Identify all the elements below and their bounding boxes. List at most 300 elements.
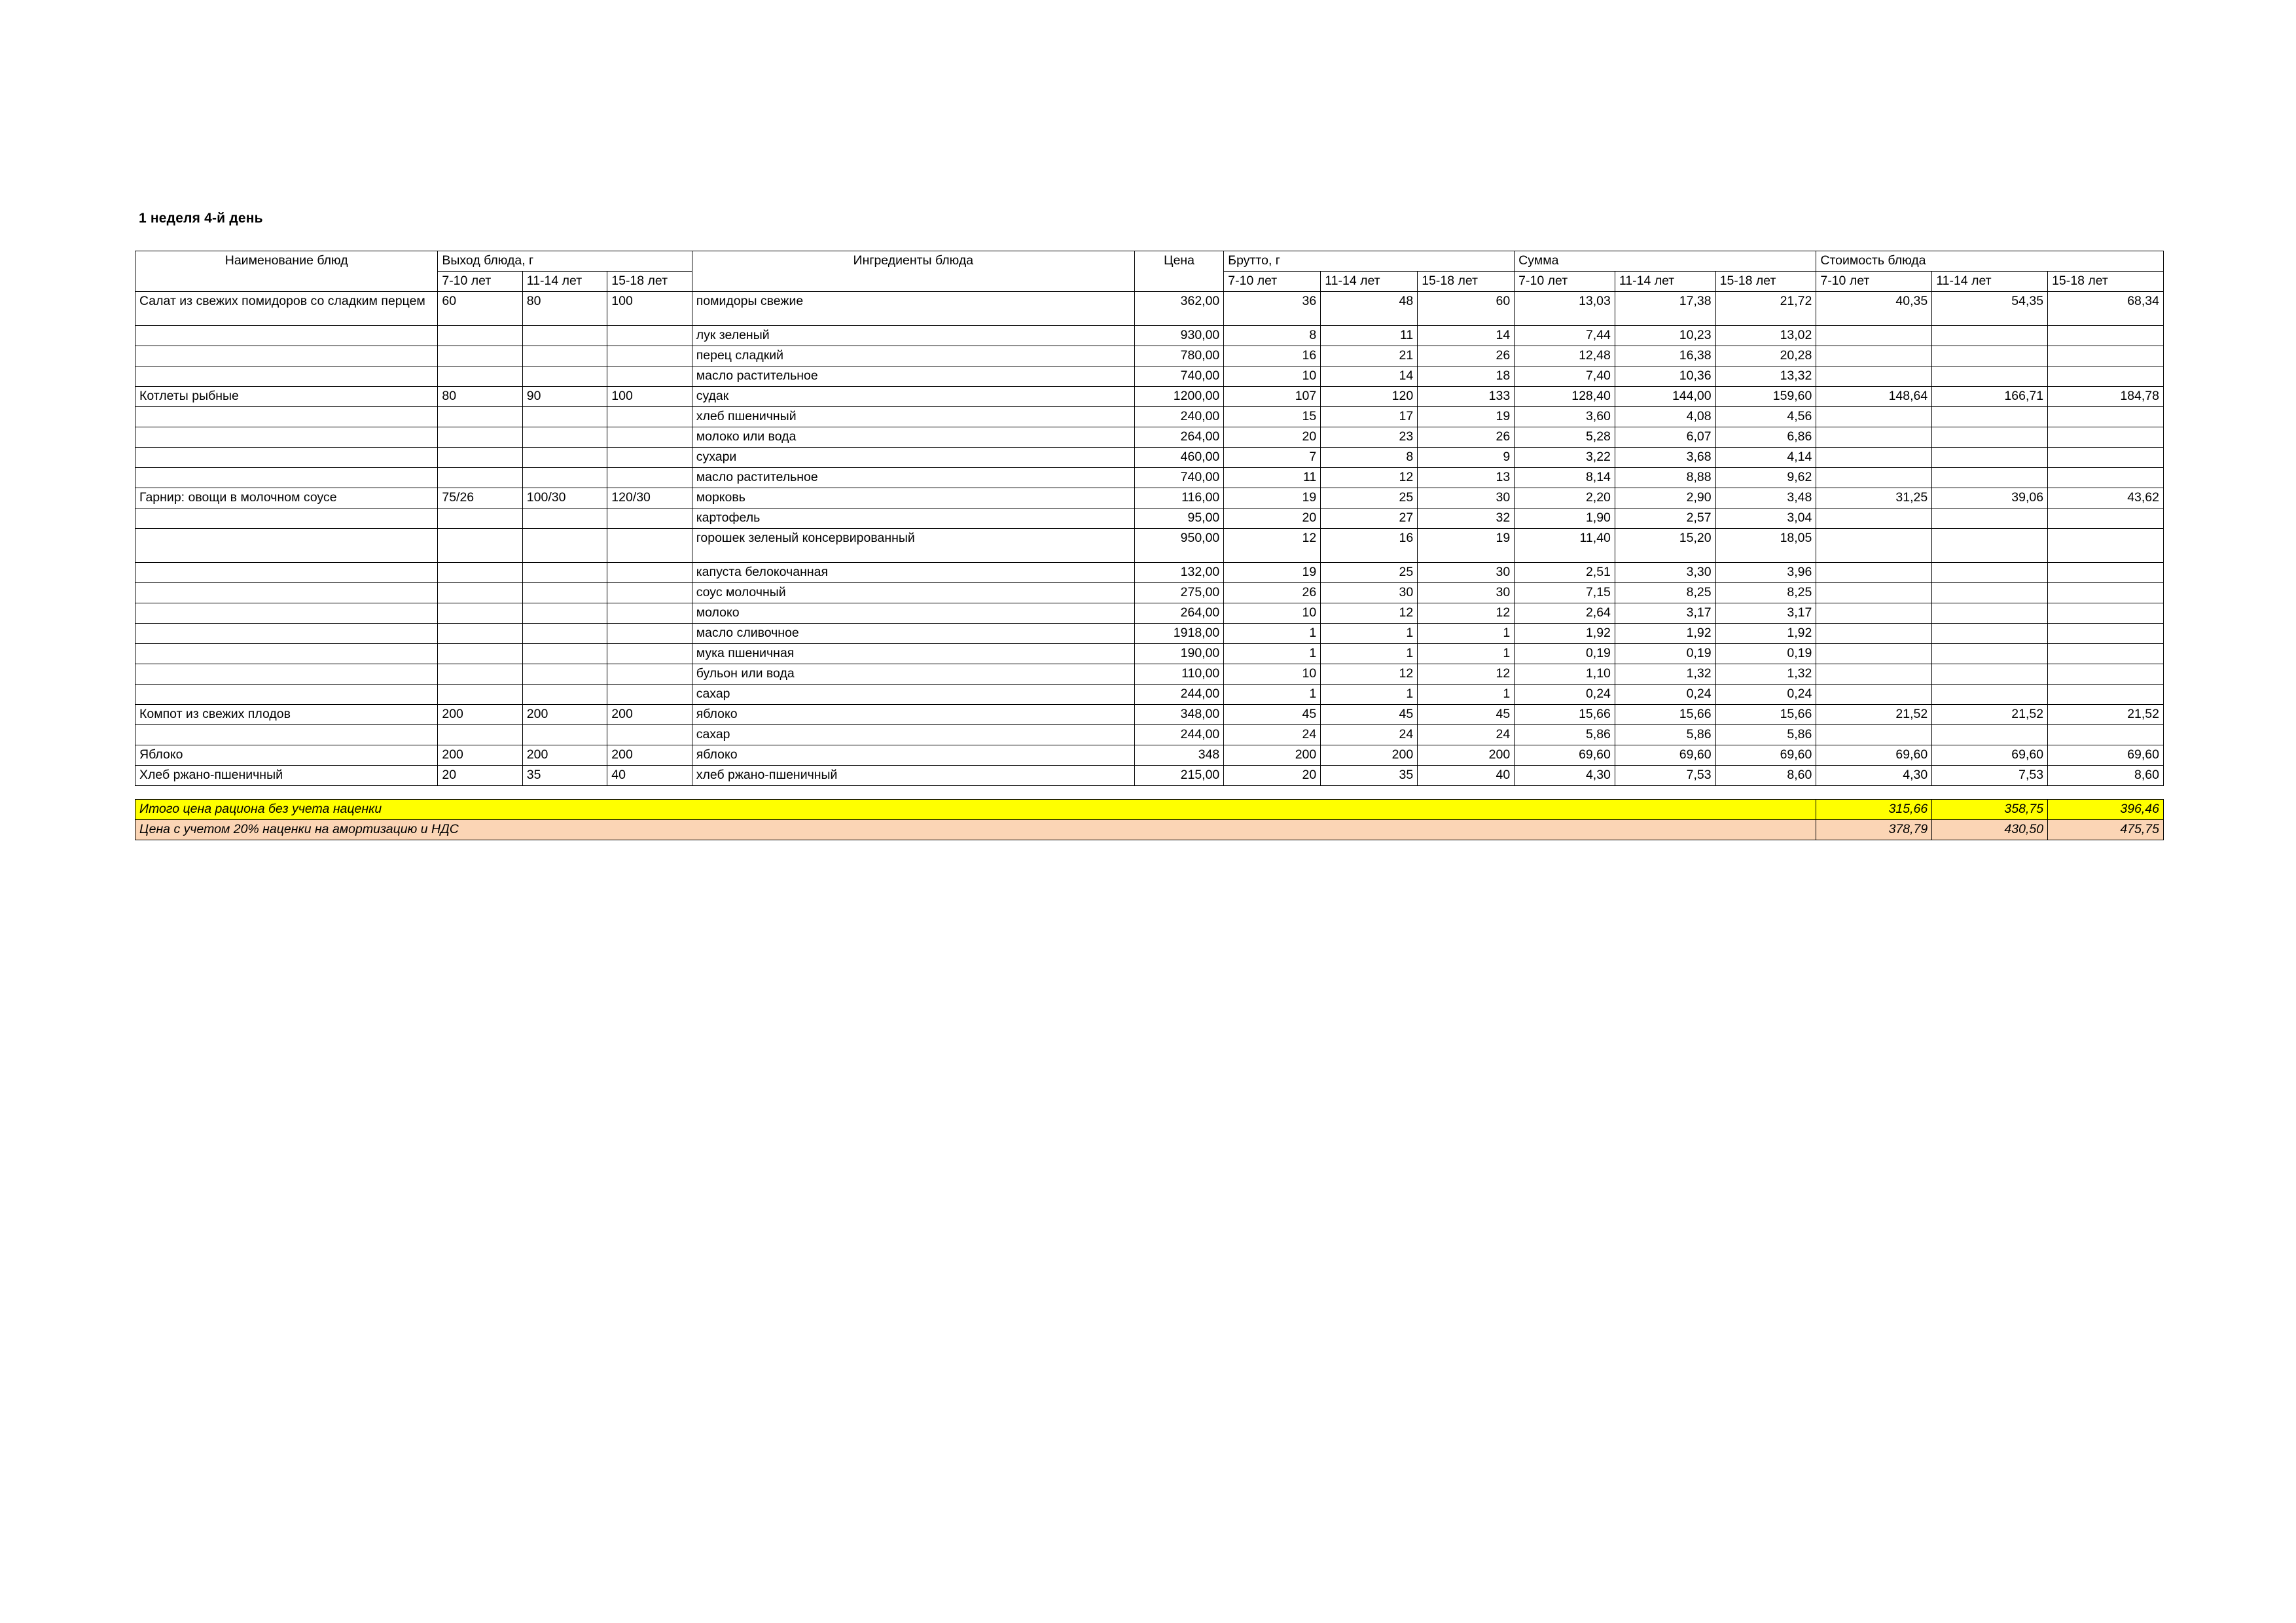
cell-price: 244,00 bbox=[1134, 685, 1223, 705]
cell-cost-1: 21,52 bbox=[1932, 705, 2048, 725]
cell-cost-0 bbox=[1816, 326, 1932, 346]
cell-sum-1: 7,53 bbox=[1615, 766, 1715, 786]
cell-cost-0 bbox=[1816, 644, 1932, 664]
cell-gross-1: 23 bbox=[1321, 427, 1418, 448]
table-row bbox=[135, 488, 2164, 508]
total-value-0: 378,79 bbox=[1816, 820, 1932, 840]
cell-dish-name bbox=[135, 624, 438, 644]
cell-output-1 bbox=[522, 346, 607, 366]
header-sum: Сумма bbox=[1515, 251, 1816, 272]
cell-dish-name: Хлеб ржано-пшеничный bbox=[135, 766, 438, 786]
cell-dish-name bbox=[135, 366, 438, 387]
cell-sum-0: 1,90 bbox=[1515, 508, 1615, 529]
cell-sum-1: 8,25 bbox=[1615, 583, 1715, 603]
cell-cost-1 bbox=[1932, 529, 2048, 563]
cell-cost-0 bbox=[1816, 529, 1932, 563]
cell-output-1 bbox=[522, 448, 607, 468]
cell-sum-0: 11,40 bbox=[1515, 529, 1615, 563]
cell-output-2 bbox=[607, 427, 692, 448]
cell-ingredient: молоко bbox=[692, 603, 1134, 624]
cell-sum-0: 69,60 bbox=[1515, 745, 1615, 766]
cell-output-0 bbox=[438, 563, 522, 583]
cell-sum-0: 5,28 bbox=[1515, 427, 1615, 448]
cell-cost-2 bbox=[2048, 407, 2164, 427]
cell-gross-0: 15 bbox=[1224, 407, 1321, 427]
cell-output-2: 200 bbox=[607, 705, 692, 725]
cell-sum-0: 7,15 bbox=[1515, 583, 1615, 603]
table-row bbox=[135, 583, 2164, 603]
cell-gross-2: 13 bbox=[1418, 468, 1515, 488]
cell-output-0: 60 bbox=[438, 292, 522, 326]
cell-ingredient: сухари bbox=[692, 448, 1134, 468]
cell-cost-1: 69,60 bbox=[1932, 745, 2048, 766]
cell-cost-1 bbox=[1932, 346, 2048, 366]
cell-price: 348 bbox=[1134, 745, 1223, 766]
cell-output-1 bbox=[522, 563, 607, 583]
cell-sum-0: 15,66 bbox=[1515, 705, 1615, 725]
cell-sum-1: 2,57 bbox=[1615, 508, 1715, 529]
header-output-age-0: 7-10 лет bbox=[438, 272, 522, 292]
cell-sum-2: 6,86 bbox=[1715, 427, 1816, 448]
header-dish-name: Наименование блюд bbox=[135, 251, 438, 292]
cell-cost-2 bbox=[2048, 427, 2164, 448]
cell-sum-2: 3,96 bbox=[1715, 563, 1816, 583]
cell-output-2 bbox=[607, 725, 692, 745]
cell-cost-2: 68,34 bbox=[2048, 292, 2164, 326]
cell-gross-1: 12 bbox=[1321, 603, 1418, 624]
table-row bbox=[135, 705, 2164, 725]
cell-gross-1: 14 bbox=[1321, 366, 1418, 387]
cell-gross-0: 10 bbox=[1224, 603, 1321, 624]
cell-sum-0: 2,20 bbox=[1515, 488, 1615, 508]
cell-gross-1: 120 bbox=[1321, 387, 1418, 407]
cell-sum-2: 15,66 bbox=[1715, 705, 1816, 725]
cell-output-0 bbox=[438, 664, 522, 685]
cell-cost-0 bbox=[1816, 603, 1932, 624]
table-header-row-1 bbox=[135, 251, 2164, 272]
cell-cost-1 bbox=[1932, 508, 2048, 529]
cell-dish-name bbox=[135, 583, 438, 603]
cell-gross-2: 30 bbox=[1418, 488, 1515, 508]
cell-gross-1: 25 bbox=[1321, 488, 1418, 508]
cell-cost-2 bbox=[2048, 563, 2164, 583]
table-row bbox=[135, 745, 2164, 766]
table-row bbox=[135, 468, 2164, 488]
cell-cost-2 bbox=[2048, 326, 2164, 346]
cell-cost-1 bbox=[1932, 407, 2048, 427]
cell-cost-2 bbox=[2048, 448, 2164, 468]
cell-output-1: 90 bbox=[522, 387, 607, 407]
cell-cost-0 bbox=[1816, 427, 1932, 448]
cell-output-0: 80 bbox=[438, 387, 522, 407]
cell-ingredient: сахар bbox=[692, 685, 1134, 705]
cell-price: 240,00 bbox=[1134, 407, 1223, 427]
cell-sum-1: 0,19 bbox=[1615, 644, 1715, 664]
cell-cost-1 bbox=[1932, 644, 2048, 664]
cell-ingredient: перец сладкий bbox=[692, 346, 1134, 366]
cell-cost-1 bbox=[1932, 725, 2048, 745]
cell-gross-0: 1 bbox=[1224, 624, 1321, 644]
cell-gross-1: 16 bbox=[1321, 529, 1418, 563]
table-row bbox=[135, 766, 2164, 786]
table-row bbox=[135, 387, 2164, 407]
cell-price: 132,00 bbox=[1134, 563, 1223, 583]
cell-ingredient: капуста белокочанная bbox=[692, 563, 1134, 583]
cell-gross-1: 45 bbox=[1321, 705, 1418, 725]
cell-gross-0: 1 bbox=[1224, 685, 1321, 705]
cell-price: 95,00 bbox=[1134, 508, 1223, 529]
cell-cost-0: 21,52 bbox=[1816, 705, 1932, 725]
cell-output-2 bbox=[607, 448, 692, 468]
cell-cost-0 bbox=[1816, 448, 1932, 468]
cell-output-1: 200 bbox=[522, 705, 607, 725]
cell-cost-1 bbox=[1932, 685, 2048, 705]
cell-sum-1: 69,60 bbox=[1615, 745, 1715, 766]
cell-sum-2: 3,17 bbox=[1715, 603, 1816, 624]
cell-gross-1: 24 bbox=[1321, 725, 1418, 745]
cell-output-2: 100 bbox=[607, 387, 692, 407]
cell-output-1 bbox=[522, 427, 607, 448]
cell-output-0 bbox=[438, 725, 522, 745]
cell-ingredient: горошек зеленый консервированный bbox=[692, 529, 1134, 563]
cell-output-0 bbox=[438, 685, 522, 705]
cell-output-0 bbox=[438, 508, 522, 529]
table-row bbox=[135, 326, 2164, 346]
cell-ingredient: соус молочный bbox=[692, 583, 1134, 603]
cell-sum-2: 8,60 bbox=[1715, 766, 1816, 786]
cell-sum-1: 15,66 bbox=[1615, 705, 1715, 725]
cell-price: 264,00 bbox=[1134, 603, 1223, 624]
cell-gross-1: 200 bbox=[1321, 745, 1418, 766]
cell-gross-2: 26 bbox=[1418, 427, 1515, 448]
cell-cost-0 bbox=[1816, 725, 1932, 745]
cell-sum-1: 3,17 bbox=[1615, 603, 1715, 624]
cell-gross-1: 11 bbox=[1321, 326, 1418, 346]
cell-sum-0: 1,92 bbox=[1515, 624, 1615, 644]
cell-gross-1: 12 bbox=[1321, 468, 1418, 488]
cell-output-2 bbox=[607, 468, 692, 488]
cell-output-2: 200 bbox=[607, 745, 692, 766]
cell-gross-0: 24 bbox=[1224, 725, 1321, 745]
cell-sum-0: 12,48 bbox=[1515, 346, 1615, 366]
cell-output-1 bbox=[522, 725, 607, 745]
cell-output-2 bbox=[607, 326, 692, 346]
cell-sum-0: 8,14 bbox=[1515, 468, 1615, 488]
cell-sum-0: 0,24 bbox=[1515, 685, 1615, 705]
cell-ingredient: картофель bbox=[692, 508, 1134, 529]
cell-price: 740,00 bbox=[1134, 468, 1223, 488]
cell-cost-1 bbox=[1932, 603, 2048, 624]
cell-cost-1 bbox=[1932, 326, 2048, 346]
cell-output-0 bbox=[438, 603, 522, 624]
cell-sum-1: 1,32 bbox=[1615, 664, 1715, 685]
cell-sum-2: 9,62 bbox=[1715, 468, 1816, 488]
cell-output-2 bbox=[607, 563, 692, 583]
cell-cost-1 bbox=[1932, 664, 2048, 685]
table-row bbox=[135, 407, 2164, 427]
cell-ingredient: яблоко bbox=[692, 705, 1134, 725]
cell-sum-2: 20,28 bbox=[1715, 346, 1816, 366]
cell-ingredient: мука пшеничная bbox=[692, 644, 1134, 664]
total-row bbox=[135, 820, 2164, 840]
cell-output-0 bbox=[438, 366, 522, 387]
header-sum-age-0: 7-10 лет bbox=[1515, 272, 1615, 292]
cell-output-0 bbox=[438, 407, 522, 427]
cell-gross-2: 1 bbox=[1418, 624, 1515, 644]
cell-dish-name bbox=[135, 603, 438, 624]
cell-gross-0: 36 bbox=[1224, 292, 1321, 326]
cell-gross-2: 40 bbox=[1418, 766, 1515, 786]
cell-gross-2: 32 bbox=[1418, 508, 1515, 529]
cell-price: 1918,00 bbox=[1134, 624, 1223, 644]
header-cost-age-2: 15-18 лет bbox=[2048, 272, 2164, 292]
cell-dish-name: Яблоко bbox=[135, 745, 438, 766]
cell-output-1 bbox=[522, 326, 607, 346]
cell-sum-0: 4,30 bbox=[1515, 766, 1615, 786]
cell-output-1 bbox=[522, 529, 607, 563]
cell-cost-0 bbox=[1816, 346, 1932, 366]
cell-gross-1: 8 bbox=[1321, 448, 1418, 468]
cell-cost-1 bbox=[1932, 563, 2048, 583]
cell-gross-1: 25 bbox=[1321, 563, 1418, 583]
cell-output-2 bbox=[607, 407, 692, 427]
cell-output-0: 75/26 bbox=[438, 488, 522, 508]
table-row bbox=[135, 366, 2164, 387]
cell-output-1 bbox=[522, 685, 607, 705]
cell-dish-name bbox=[135, 508, 438, 529]
cell-sum-1: 0,24 bbox=[1615, 685, 1715, 705]
cell-gross-0: 8 bbox=[1224, 326, 1321, 346]
cell-ingredient: хлеб пшеничный bbox=[692, 407, 1134, 427]
cell-output-1 bbox=[522, 583, 607, 603]
cell-gross-2: 60 bbox=[1418, 292, 1515, 326]
cell-cost-0 bbox=[1816, 624, 1932, 644]
cell-sum-2: 0,24 bbox=[1715, 685, 1816, 705]
cell-gross-2: 12 bbox=[1418, 664, 1515, 685]
cell-gross-1: 12 bbox=[1321, 664, 1418, 685]
total-label: Цена с учетом 20% наценки на амортизацию и НДС bbox=[135, 820, 1816, 840]
cell-output-1 bbox=[522, 366, 607, 387]
cell-cost-0 bbox=[1816, 468, 1932, 488]
cell-gross-0: 10 bbox=[1224, 664, 1321, 685]
table-row bbox=[135, 563, 2164, 583]
cell-gross-0: 19 bbox=[1224, 563, 1321, 583]
cell-output-1 bbox=[522, 468, 607, 488]
total-value-1: 430,50 bbox=[1932, 820, 2048, 840]
cell-cost-0: 148,64 bbox=[1816, 387, 1932, 407]
header-sum-age-1: 11-14 лет bbox=[1615, 272, 1715, 292]
header-output: Выход блюда, г bbox=[438, 251, 692, 272]
menu-table bbox=[135, 251, 2164, 840]
cell-output-0 bbox=[438, 644, 522, 664]
cell-sum-1: 17,38 bbox=[1615, 292, 1715, 326]
cell-sum-2: 159,60 bbox=[1715, 387, 1816, 407]
cell-ingredient: яблоко bbox=[692, 745, 1134, 766]
cell-output-2: 40 bbox=[607, 766, 692, 786]
cell-gross-1: 48 bbox=[1321, 292, 1418, 326]
total-value-1: 358,75 bbox=[1932, 800, 2048, 820]
cell-cost-2 bbox=[2048, 664, 2164, 685]
cell-output-2 bbox=[607, 583, 692, 603]
cell-cost-2: 21,52 bbox=[2048, 705, 2164, 725]
table-spacer-row bbox=[135, 786, 2164, 800]
cell-output-1: 80 bbox=[522, 292, 607, 326]
cell-output-2 bbox=[607, 508, 692, 529]
total-value-2: 396,46 bbox=[2048, 800, 2164, 820]
cell-output-0 bbox=[438, 346, 522, 366]
table-row bbox=[135, 685, 2164, 705]
cell-output-1: 200 bbox=[522, 745, 607, 766]
cell-gross-2: 133 bbox=[1418, 387, 1515, 407]
cell-cost-1: 166,71 bbox=[1932, 387, 2048, 407]
header-sum-age-2: 15-18 лет bbox=[1715, 272, 1816, 292]
cell-sum-0: 2,64 bbox=[1515, 603, 1615, 624]
header-gross-age-0: 7-10 лет bbox=[1224, 272, 1321, 292]
table-row bbox=[135, 292, 2164, 326]
cell-gross-0: 10 bbox=[1224, 366, 1321, 387]
cell-ingredient: помидоры свежие bbox=[692, 292, 1134, 326]
cell-gross-2: 1 bbox=[1418, 685, 1515, 705]
cell-price: 264,00 bbox=[1134, 427, 1223, 448]
cell-dish-name bbox=[135, 529, 438, 563]
cell-output-0 bbox=[438, 427, 522, 448]
cell-gross-2: 30 bbox=[1418, 563, 1515, 583]
header-ingredients: Ингредиенты блюда bbox=[692, 251, 1134, 292]
page-title: 1 неделя 4-й день bbox=[139, 211, 263, 226]
cell-gross-0: 107 bbox=[1224, 387, 1321, 407]
cell-dish-name bbox=[135, 664, 438, 685]
cell-price: 930,00 bbox=[1134, 326, 1223, 346]
cell-sum-1: 10,36 bbox=[1615, 366, 1715, 387]
cell-gross-2: 14 bbox=[1418, 326, 1515, 346]
cell-output-0 bbox=[438, 624, 522, 644]
cell-sum-0: 2,51 bbox=[1515, 563, 1615, 583]
cell-cost-1: 39,06 bbox=[1932, 488, 2048, 508]
table-row bbox=[135, 664, 2164, 685]
header-cost: Стоимость блюда bbox=[1816, 251, 2164, 272]
cell-cost-0 bbox=[1816, 508, 1932, 529]
cell-sum-2: 69,60 bbox=[1715, 745, 1816, 766]
cell-cost-2 bbox=[2048, 624, 2164, 644]
cell-cost-2 bbox=[2048, 685, 2164, 705]
cell-gross-2: 19 bbox=[1418, 407, 1515, 427]
cell-cost-2 bbox=[2048, 366, 2164, 387]
cell-gross-0: 16 bbox=[1224, 346, 1321, 366]
cell-output-2: 120/30 bbox=[607, 488, 692, 508]
cell-dish-name: Компот из свежих плодов bbox=[135, 705, 438, 725]
cell-dish-name bbox=[135, 644, 438, 664]
cell-sum-1: 10,23 bbox=[1615, 326, 1715, 346]
cell-cost-2 bbox=[2048, 346, 2164, 366]
cell-ingredient: сахар bbox=[692, 725, 1134, 745]
cell-sum-1: 15,20 bbox=[1615, 529, 1715, 563]
cell-ingredient: морковь bbox=[692, 488, 1134, 508]
cell-dish-name: Котлеты рыбные bbox=[135, 387, 438, 407]
cell-gross-1: 27 bbox=[1321, 508, 1418, 529]
cell-price: 190,00 bbox=[1134, 644, 1223, 664]
cell-gross-1: 21 bbox=[1321, 346, 1418, 366]
cell-dish-name bbox=[135, 468, 438, 488]
cell-ingredient: масло растительное bbox=[692, 468, 1134, 488]
cell-dish-name bbox=[135, 427, 438, 448]
cell-cost-1 bbox=[1932, 624, 2048, 644]
table-row bbox=[135, 644, 2164, 664]
cell-output-2 bbox=[607, 644, 692, 664]
header-price: Цена bbox=[1134, 251, 1223, 292]
cell-output-2 bbox=[607, 603, 692, 624]
cell-cost-1 bbox=[1932, 468, 2048, 488]
cell-cost-0 bbox=[1816, 366, 1932, 387]
cell-cost-0 bbox=[1816, 664, 1932, 685]
cell-cost-0: 31,25 bbox=[1816, 488, 1932, 508]
total-value-0: 315,66 bbox=[1816, 800, 1932, 820]
cell-gross-1: 1 bbox=[1321, 624, 1418, 644]
cell-gross-0: 7 bbox=[1224, 448, 1321, 468]
cell-gross-2: 12 bbox=[1418, 603, 1515, 624]
cell-gross-2: 45 bbox=[1418, 705, 1515, 725]
cell-sum-2: 4,14 bbox=[1715, 448, 1816, 468]
table-body bbox=[135, 292, 2164, 840]
cell-ingredient: масло сливочное bbox=[692, 624, 1134, 644]
table-row bbox=[135, 427, 2164, 448]
header-cost-age-1: 11-14 лет bbox=[1932, 272, 2048, 292]
cell-sum-0: 3,60 bbox=[1515, 407, 1615, 427]
cell-cost-2: 69,60 bbox=[2048, 745, 2164, 766]
cell-gross-0: 1 bbox=[1224, 644, 1321, 664]
table-row bbox=[135, 725, 2164, 745]
table-row bbox=[135, 603, 2164, 624]
cell-cost-2 bbox=[2048, 644, 2164, 664]
header-cost-age-0: 7-10 лет bbox=[1816, 272, 1932, 292]
cell-cost-2 bbox=[2048, 583, 2164, 603]
cell-sum-0: 7,40 bbox=[1515, 366, 1615, 387]
cell-ingredient: бульон или вода bbox=[692, 664, 1134, 685]
cell-sum-2: 21,72 bbox=[1715, 292, 1816, 326]
cell-cost-0: 4,30 bbox=[1816, 766, 1932, 786]
cell-sum-2: 4,56 bbox=[1715, 407, 1816, 427]
cell-gross-2: 1 bbox=[1418, 644, 1515, 664]
header-output-age-1: 11-14 лет bbox=[522, 272, 607, 292]
cell-sum-2: 13,32 bbox=[1715, 366, 1816, 387]
cell-gross-2: 200 bbox=[1418, 745, 1515, 766]
cell-dish-name bbox=[135, 685, 438, 705]
cell-cost-0: 40,35 bbox=[1816, 292, 1932, 326]
total-label: Итого цена рациона без учета наценки bbox=[135, 800, 1816, 820]
cell-cost-0 bbox=[1816, 685, 1932, 705]
cell-output-0 bbox=[438, 468, 522, 488]
cell-gross-0: 45 bbox=[1224, 705, 1321, 725]
header-gross: Брутто, г bbox=[1224, 251, 1515, 272]
cell-cost-2 bbox=[2048, 725, 2164, 745]
cell-output-1 bbox=[522, 624, 607, 644]
cell-output-1 bbox=[522, 508, 607, 529]
cell-cost-2 bbox=[2048, 508, 2164, 529]
cell-price: 110,00 bbox=[1134, 664, 1223, 685]
cell-cost-2 bbox=[2048, 603, 2164, 624]
cell-cost-2 bbox=[2048, 529, 2164, 563]
cell-sum-2: 13,02 bbox=[1715, 326, 1816, 346]
cell-sum-0: 13,03 bbox=[1515, 292, 1615, 326]
cell-output-0: 200 bbox=[438, 705, 522, 725]
cell-output-2 bbox=[607, 664, 692, 685]
cell-price: 460,00 bbox=[1134, 448, 1223, 468]
cell-gross-2: 30 bbox=[1418, 583, 1515, 603]
cell-gross-0: 12 bbox=[1224, 529, 1321, 563]
total-value-2: 475,75 bbox=[2048, 820, 2164, 840]
cell-sum-1: 16,38 bbox=[1615, 346, 1715, 366]
cell-cost-1: 7,53 bbox=[1932, 766, 2048, 786]
cell-output-0 bbox=[438, 583, 522, 603]
